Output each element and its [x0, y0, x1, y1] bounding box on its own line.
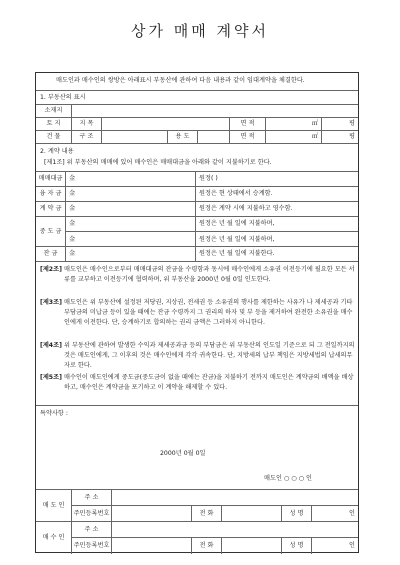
articles-block [36, 262, 358, 406]
document-title: 상가 매매 계약서 [131, 22, 269, 40]
sqm-unit: ㎡ [311, 133, 318, 141]
payment-note: 원정은 년 월 일에 지불하며, [199, 235, 275, 243]
structure-label: 구 조 [72, 131, 102, 143]
payment-label: 계 약 금 [36, 202, 66, 216]
address-label: 주 소 [72, 522, 112, 537]
usage-label: 용 도 [168, 131, 198, 143]
article-3 [40, 298, 355, 328]
land-jimok-field[interactable] [102, 118, 230, 130]
structure-field[interactable] [102, 131, 168, 143]
building-label: 건 물 [36, 131, 72, 143]
building-pyeong-field[interactable] [322, 131, 358, 143]
seller-address-field[interactable] [112, 490, 358, 505]
seller-label: 매 도 인 [36, 490, 72, 522]
address-label: 주 소 [72, 490, 112, 505]
article-label: [제4조] [40, 342, 62, 349]
intro-text: 매도인과 매수인의 쌍방은 아래표시 부동산에 관하여 다음 내용과 같이 임대계약을 체결한다. [56, 77, 305, 84]
payment-amount[interactable]: 金 [66, 217, 196, 231]
payment-label: 중 도 금 [36, 217, 66, 246]
interim-payment-row [36, 217, 358, 247]
seal-mark: 인 [349, 510, 355, 518]
seller-name-field[interactable] [312, 506, 358, 522]
seller-phone-field[interactable] [222, 506, 282, 522]
article-label: [제5조] [40, 374, 62, 381]
payment-row [36, 202, 358, 217]
seller-id-field[interactable] [112, 506, 192, 522]
building-row [36, 131, 358, 144]
section2-heading-row [36, 144, 358, 172]
buyer-phone-field[interactable] [222, 538, 282, 554]
location-field[interactable] [72, 105, 358, 117]
land-sqm-field[interactable] [266, 118, 322, 130]
pyeong-unit: 평 [349, 120, 355, 128]
payment-label: 잔 금 [36, 247, 66, 261]
contract-frame [35, 72, 359, 553]
payment-note: 원정은 년 월 일에 지불하며, [199, 220, 275, 228]
article-5 [40, 373, 355, 393]
article-text: 매도인은 매수인으로부터 매매대금의 잔금을 수령함과 동시에 매수인에게 소유권 이전등기에 필요한 모든 서류를 교부하고 이전등기에 협력하며, 위 부동산을 2000년 0월 0일 인도한다. [64, 266, 355, 283]
land-pyeong-field[interactable] [322, 118, 358, 130]
buyer-id-field[interactable] [112, 538, 192, 554]
land-label: 토 지 [36, 118, 72, 130]
article1-text: [제1조] 위 부동산의 매매에 있어 매수인은 매매대금을 아래와 같이 지불하기로 한다. [44, 159, 272, 166]
payment-row [36, 172, 358, 187]
building-area-label: 면 적 [230, 131, 266, 143]
land-jimok-label: 지 목 [72, 118, 102, 130]
seller-signature: 매도인 ○ ○ ○ 인 [264, 475, 312, 482]
article-label: [제2조] [40, 266, 62, 273]
special-terms-block[interactable] [36, 406, 358, 490]
intro-row [36, 73, 358, 91]
payment-note: 원정은 현 상태에서 승계함. [199, 190, 273, 198]
section2-heading: 2. 계약 내용 [40, 148, 74, 155]
name-label: 성 명 [282, 506, 312, 522]
seller-block [36, 490, 358, 522]
buyer-block [36, 522, 358, 554]
payment-label: 융 자 금 [36, 187, 66, 201]
payment-row [36, 247, 358, 262]
contract-date: 2000년 0월 0일 [160, 450, 206, 457]
sqm-unit: ㎡ [311, 120, 318, 128]
payment-amount[interactable]: 金 [66, 187, 196, 201]
section1-heading: 1. 부동산의 표시 [40, 94, 86, 101]
article-text: 매도인은 위 부동산에 설정된 저당권, 지상권, 전세권 등 소유권의 행사를 제한하는 사유가 나 제세공과 기타 부담금의 미납금 등이 있을 때에는 잔금 수령까지 그 권리의 하자 및 부 등을 제거하여 완전한 소유권을 매수인에게 이전한다. 단, 승계하기로 합의하는 권리 금액은 그러하지 아니한다. [64, 299, 353, 326]
buyer-name-field[interactable] [312, 538, 358, 554]
payment-amount[interactable]: 金 [66, 172, 196, 186]
payment-amount[interactable]: 金 [66, 232, 196, 247]
seal-mark: 인 [349, 542, 355, 550]
special-terms-label: 특약사항 : [40, 410, 68, 417]
land-row [36, 118, 358, 131]
article-label: [제3조] [40, 299, 62, 306]
building-sqm-field[interactable] [266, 131, 322, 143]
usage-field[interactable] [198, 131, 230, 143]
pyeong-unit: 평 [349, 133, 355, 141]
payment-note: 원정( ) [199, 175, 218, 183]
location-row [36, 105, 358, 118]
id-number-label: 주민등록번호 [72, 506, 112, 522]
payment-amount[interactable]: 金 [66, 247, 196, 261]
article-text: 매수인이 매도인에게 중도금(중도금이 없을 때에는 잔금)을 지불하기 전까지 매도인은 계약금의 배액을 배상하고, 매수인은 계약금을 포기하고 이 계약을 해제할 수 있다. [64, 374, 354, 391]
land-area-label: 면 적 [230, 118, 266, 130]
buyer-label: 매 수 인 [36, 522, 72, 554]
payment-note: 원정은 년 월 일에 지불한다. [199, 250, 275, 258]
phone-label: 전 화 [192, 506, 222, 522]
section1-heading-row [36, 91, 358, 105]
payment-label: 매매대금 [36, 172, 66, 186]
article-2 [40, 265, 355, 285]
id-number-label: 주민등록번호 [72, 538, 112, 554]
payment-note: 원정은 계약 시에 지불하고 영수함. [199, 205, 293, 213]
name-label: 성 명 [282, 538, 312, 554]
payment-amount[interactable]: 金 [66, 202, 196, 216]
location-label: 소재지 [36, 105, 72, 117]
article-4 [40, 341, 355, 371]
payment-row [36, 187, 358, 202]
article-text: 위 부동산에 관하여 발생한 수익과 제세공과금 등의 부담금은 위 부동산의 인도일 기준으로 되 그 전일까지의 것은 매도인에게, 그 이후의 것은 매수인에게 각각 귀속한다. 단, 지방세의 납부 책임은 지방세법의 납세의무자로 한다. [64, 342, 355, 369]
phone-label: 전 화 [192, 538, 222, 554]
buyer-address-field[interactable] [112, 522, 358, 537]
